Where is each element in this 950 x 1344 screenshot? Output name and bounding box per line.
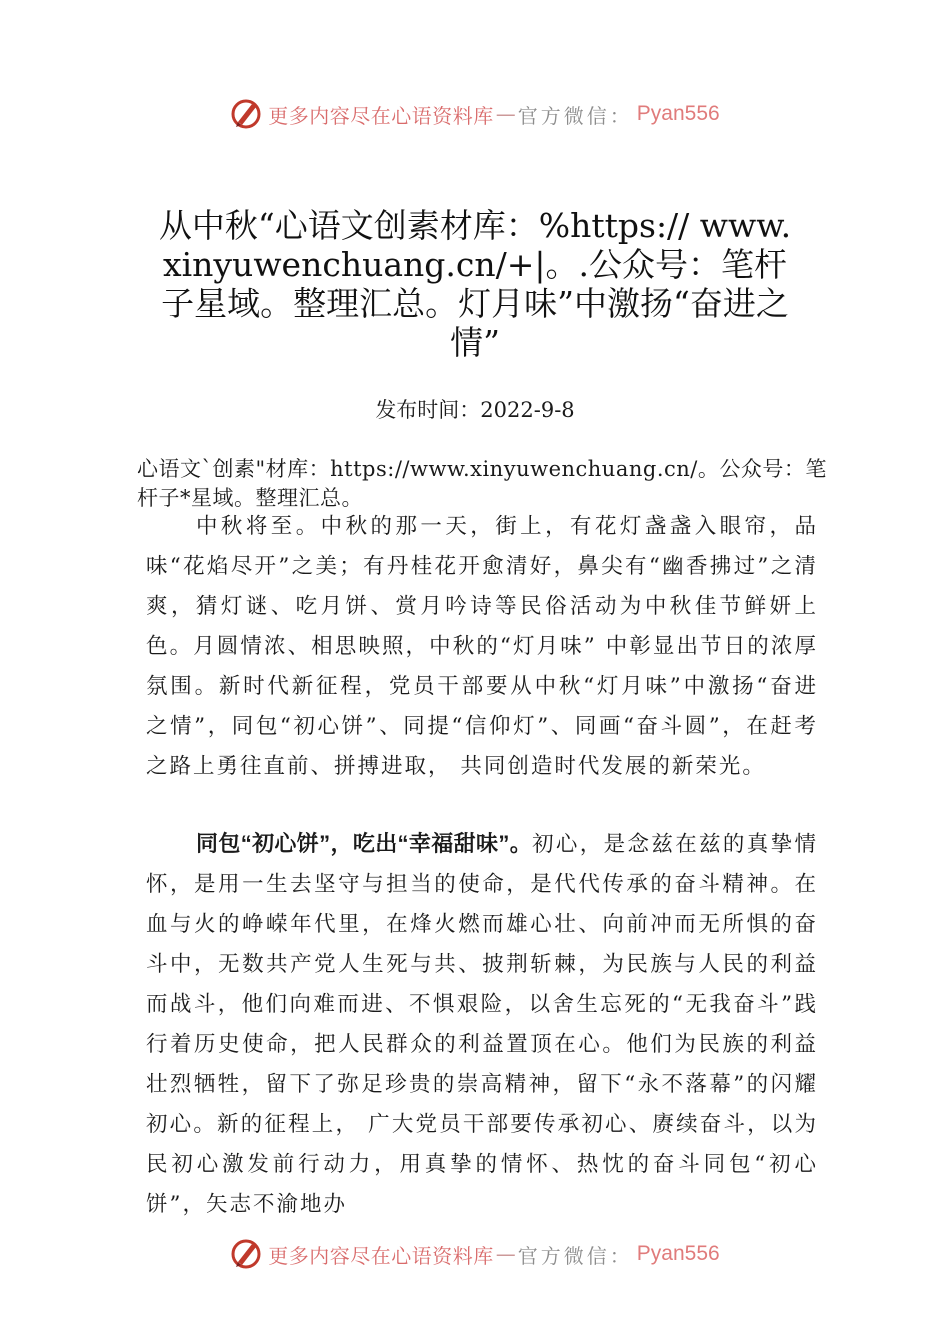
banner-dash: — (495, 1242, 516, 1266)
banner-main-text: 更多内容尽在心语资料库 (268, 1243, 494, 1268)
publish-date: 发布时间：2022-9-8 (375, 398, 575, 422)
paragraph-1 (146, 507, 818, 787)
banner-tail-text: 官方微信： (517, 1243, 633, 1268)
banner-wechat-id: Pyan556 (636, 1242, 720, 1265)
paragraph-2-text: 初心，是念兹在兹的真挚情怀，是用一生去坚守与担当的使命，是代代传承的奋斗精神。在血与火的峥嵘年代里，在烽火燃而雄心壮、向前冲而无所惧的奋斗中，无数共产党人生死与共、披荆斩棘，为民族与人民的利益而战斗，他们向难而进、不惧艰险，以舍生忘死的“无我奋斗”践行着历史使命，把人民群众的利益置顶在心。他们为民族的利益壮烈牺牲，留下了弥足珍贵的崇高精神，留下“永不落幕”的闪耀初心。新的征程上， 广大党员干部要传承初心、赓续奋斗，以为民初心激发前行动力，用真挚的情怀、热忱的奋斗同包“初心饼”，矢志不渝地办 (146, 832, 818, 1217)
pen-logo-icon (230, 98, 262, 130)
pen-logo-icon (230, 1238, 262, 1270)
source-line: 心语文`创素"材库：https://www.xinyuwenchuang.cn/。公众号：笔杆子*星域。整理汇总。 (137, 457, 827, 510)
paragraph-2-lead: 同包“初心饼”，吃出“幸福甜味”。 (196, 831, 533, 856)
footer-banner (0, 1234, 950, 1274)
document-title: 从中秋“心语文创素材库：%https:// www.xinyuwenchuang.cn/+|。.公众号：笔杆子星域。整理汇总。灯月味”中激扬“奋进之情” (158, 206, 792, 362)
banner-wechat-id: Pyan556 (636, 102, 720, 125)
banner-tail-text: 官方微信： (517, 103, 633, 128)
banner-dash: — (495, 102, 516, 126)
banner-main-text: 更多内容尽在心语资料库 (268, 103, 494, 128)
paragraph-2 (146, 824, 818, 1225)
header-banner (0, 94, 950, 134)
paragraph-1-text: 中秋将至。中秋的那一天，街上，有花灯盏盏入眼帘，品味“花焰尽开”之美；有丹桂花开愈清好，鼻尖有“幽香拂过”之清爽，猜灯谜、吃月饼、赏月吟诗等民俗活动为中秋佳节鲜妍上色。月圆情浓、相思映照，中秋的“灯月味” 中彰显出节日的浓厚氛围。新时代新征程，党员干部要从中秋“灯月味”中激扬“奋进之情”，同包“初心饼”、同提“信仰灯”、同画“奋斗圆”，在赶考之路上勇往直前、拼搏进取， 共同创造时代发展的新荣光。 (146, 514, 818, 779)
